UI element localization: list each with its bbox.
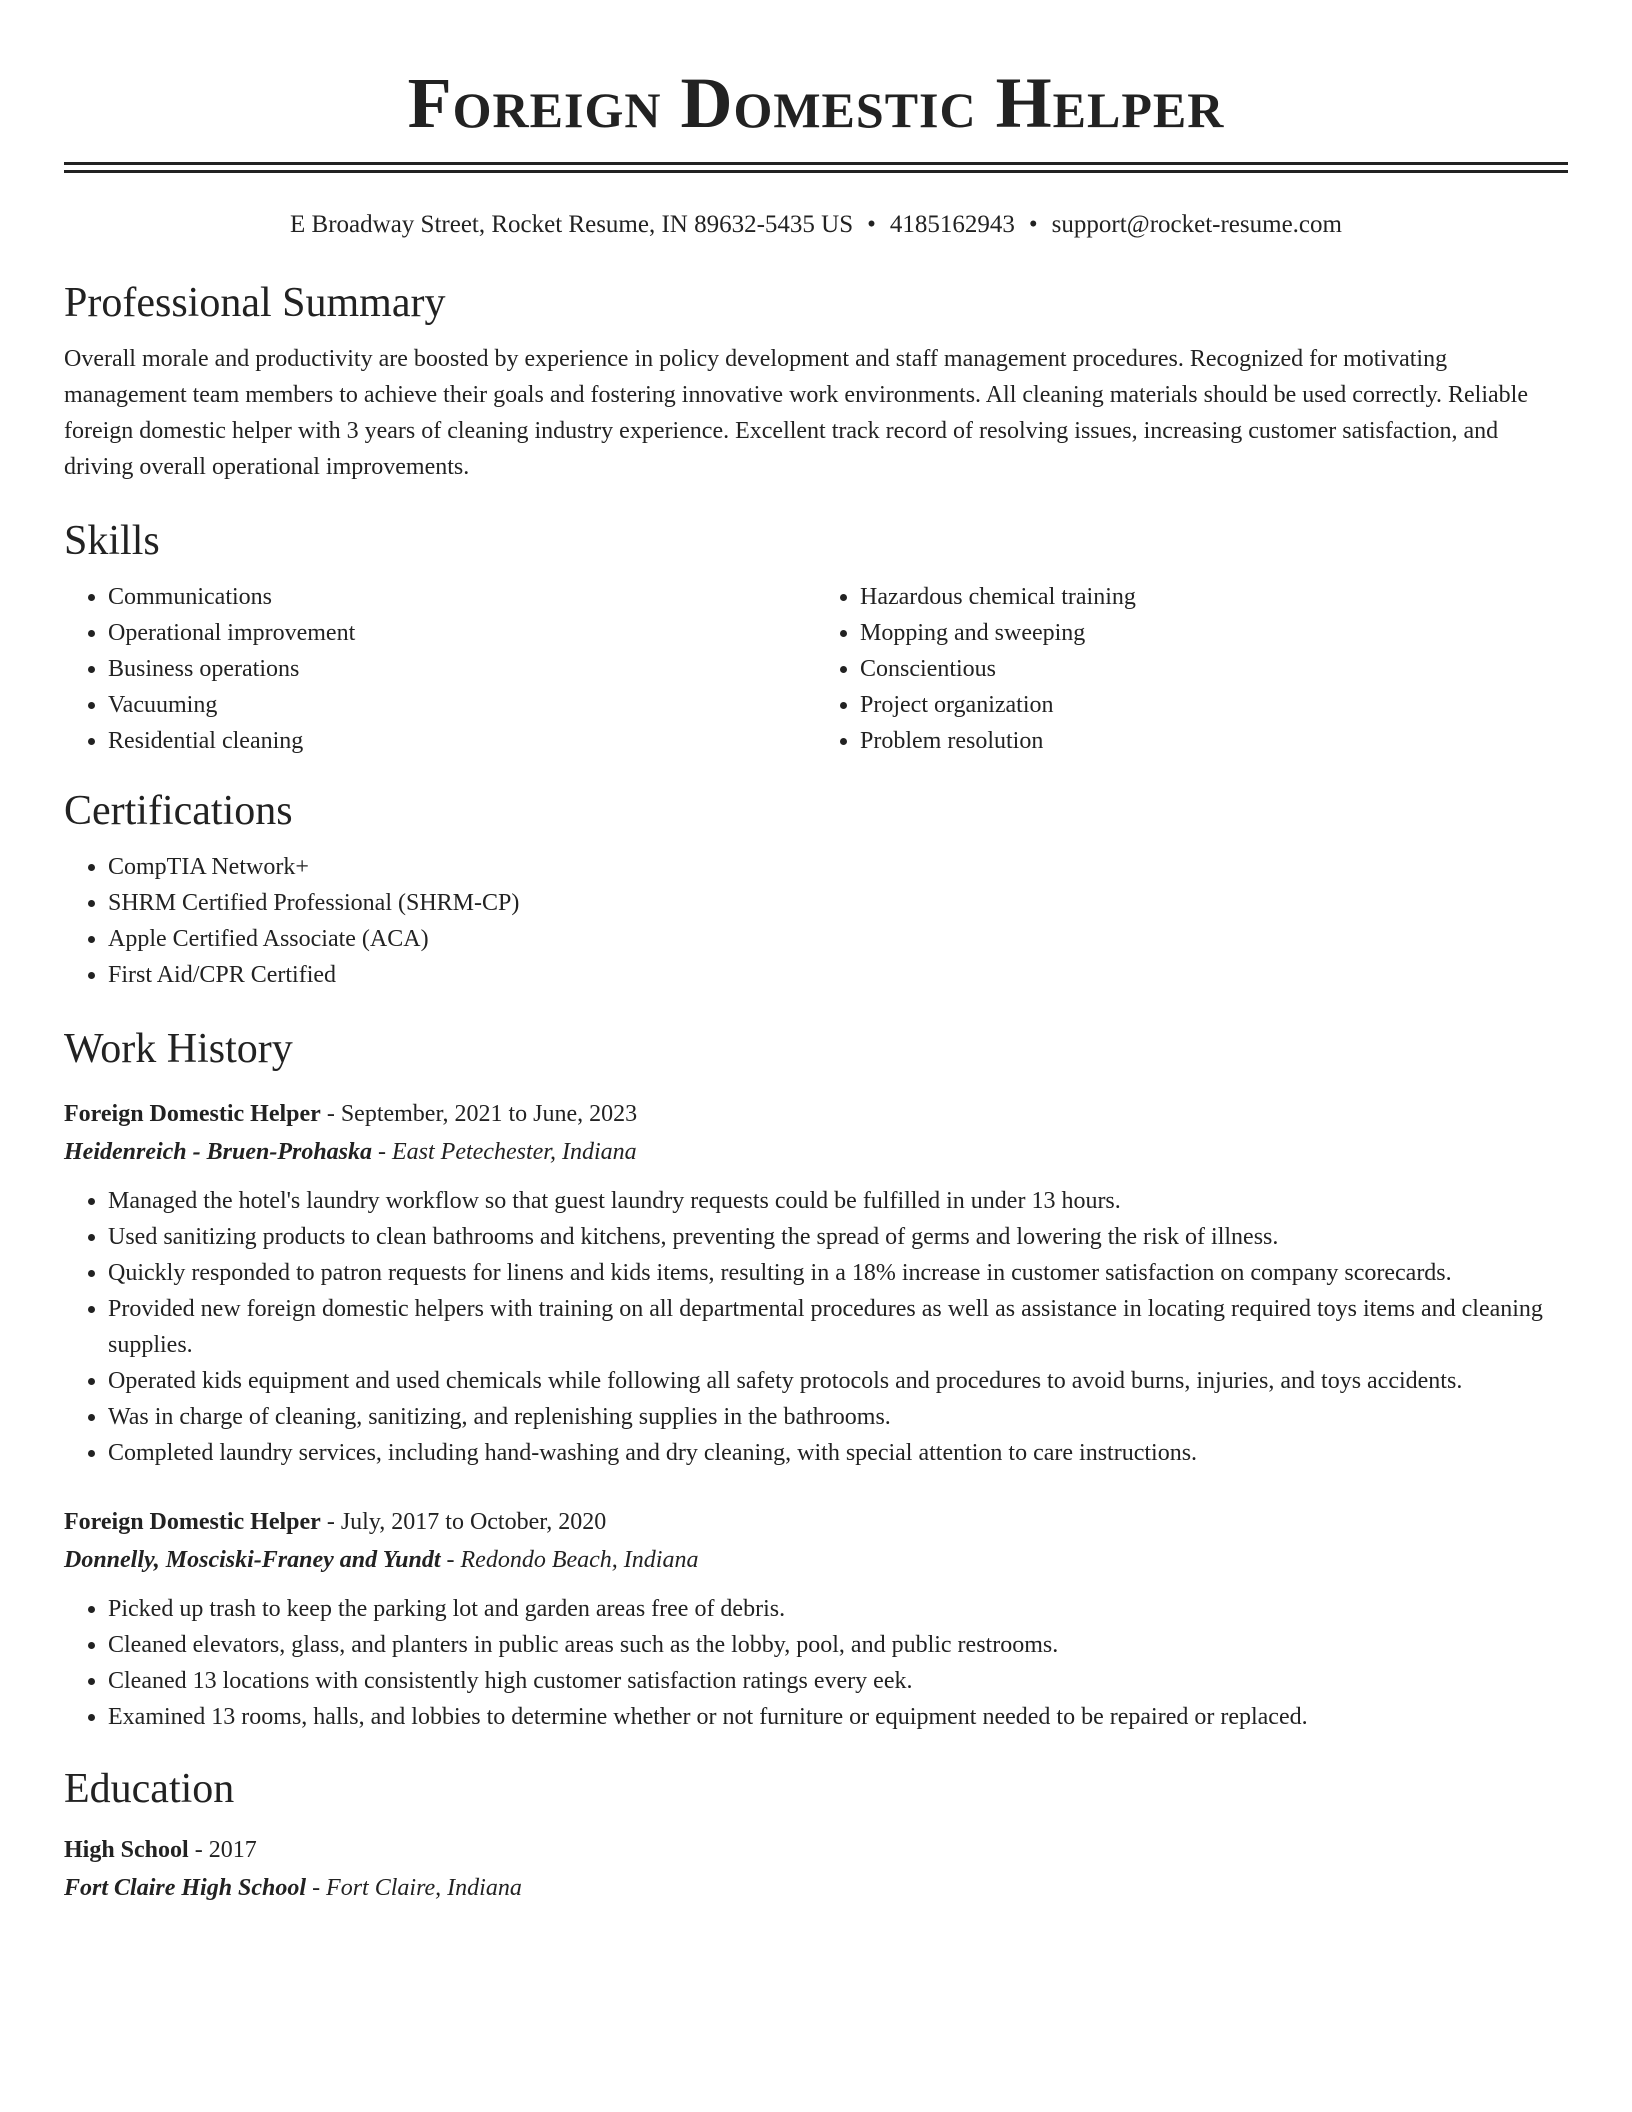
job-dates: - September, 2021 to June, 2023 bbox=[320, 1101, 638, 1127]
job-bullet: • Picked up trash to keep the parking lot and garden areas free of debris. bbox=[108, 1591, 1568, 1627]
certification-item: • CompTIA Network+ bbox=[108, 849, 1568, 885]
job-bullets bbox=[64, 1591, 1568, 1735]
resume-page bbox=[64, 0, 1568, 1907]
job-entry bbox=[64, 1503, 1568, 1735]
section-heading-certifications: Certifications bbox=[64, 788, 293, 834]
job-bullet: • Examined 13 rooms, halls, and lobbies to determine whether or not furniture or equipment needed to be repaired or replaced. bbox=[108, 1699, 1568, 1735]
contact-email[interactable]: support@rocket-resume.com bbox=[1051, 211, 1342, 238]
education-degree: High School bbox=[64, 1837, 189, 1863]
skill-item: • Project organization bbox=[860, 687, 1568, 723]
contact-phone: 4185162943 bbox=[889, 211, 1015, 238]
job-title: Foreign Domestic Helper bbox=[64, 1101, 321, 1127]
job-company: Donnelly, Mosciski-Franey and Yundt bbox=[64, 1547, 441, 1573]
job-company-line bbox=[64, 1541, 1568, 1579]
skill-item: • Business operations bbox=[108, 651, 816, 687]
job-bullet: • Cleaned elevators, glass, and planters in public areas such as the lobby, pool, and public restrooms. bbox=[108, 1627, 1568, 1663]
certification-item: • SHRM Certified Professional (SHRM-CP) bbox=[108, 885, 1568, 921]
job-bullets bbox=[64, 1183, 1568, 1471]
education-school-line bbox=[64, 1869, 1568, 1907]
job-company-line bbox=[64, 1133, 1568, 1171]
job-header bbox=[64, 1095, 1568, 1133]
education-year: - 2017 bbox=[188, 1837, 257, 1863]
skill-item: • Conscientious bbox=[860, 651, 1568, 687]
contact-address: E Broadway Street, Rocket Resume, IN 89632-5435 US bbox=[290, 211, 854, 238]
header-divider bbox=[64, 162, 1568, 173]
education-entry bbox=[64, 1831, 1568, 1907]
section-heading-skills: Skills bbox=[64, 518, 160, 564]
job-company: Heidenreich - Bruen-Prohaska bbox=[64, 1139, 373, 1165]
job-bullet: • Quickly responded to patron requests for linens and kids items, resulting in a 18% increase in customer satisfaction on company scorecards. bbox=[108, 1255, 1568, 1291]
job-bullet: • Provided new foreign domestic helpers with training on all departmental procedures as well as assistance in locating required toys items and cleaning supplies. bbox=[108, 1291, 1568, 1363]
job-dates: - July, 2017 to October, 2020 bbox=[320, 1509, 607, 1535]
contact-separator: • bbox=[1028, 211, 1038, 238]
job-header bbox=[64, 1503, 1568, 1541]
skill-item: • Operational improvement bbox=[108, 615, 816, 651]
certification-item: • First Aid/CPR Certified bbox=[108, 957, 1568, 993]
contact-separator: • bbox=[867, 211, 876, 238]
job-bullet: • Managed the hotel's laundry workflow so that guest laundry requests could be fulfilled in under 13 hours. bbox=[108, 1183, 1568, 1219]
job-bullet: • Cleaned 13 locations with consistently high customer satisfaction ratings every eek. bbox=[108, 1663, 1568, 1699]
section-heading-education: Education bbox=[64, 1766, 235, 1812]
education-header bbox=[64, 1831, 1568, 1869]
job-bullet: • Operated kids equipment and used chemicals while following all safety protocols and procedures to avoid burns, injuries, and toys accidents. bbox=[108, 1363, 1568, 1399]
skills-columns bbox=[64, 579, 1568, 759]
job-location: - East Petechester, Indiana bbox=[372, 1139, 637, 1165]
skill-item: • Mopping and sweeping bbox=[860, 615, 1568, 651]
section-heading-work-history: Work History bbox=[64, 1026, 293, 1072]
certification-item: • Apple Certified Associate (ACA) bbox=[108, 921, 1568, 957]
skill-item: • Problem resolution bbox=[860, 723, 1568, 759]
section-heading-summary: Professional Summary bbox=[64, 280, 446, 326]
skills-list-right bbox=[816, 579, 1568, 759]
job-location: - Redondo Beach, Indiana bbox=[440, 1547, 699, 1573]
summary-text: Overall morale and productivity are boosted by experience in policy development and staff management procedures. Recognized for motivating management team members to achieve their goals and fostering innovative work environments. All cleaning materials should be used correctly. Reliable foreign domestic helper with 3 years of cleaning industry experience. Excellent track record of resolving issues, increasing customer satisfaction, and driving overall operational improvements. bbox=[64, 346, 1528, 480]
education-school: Fort Claire High School bbox=[64, 1875, 307, 1901]
skill-item: • Hazardous chemical training bbox=[860, 579, 1568, 615]
skill-item: • Vacuuming bbox=[108, 687, 816, 723]
skills-list-left bbox=[64, 579, 816, 759]
skill-item: • Residential cleaning bbox=[108, 723, 816, 759]
job-entry bbox=[64, 1095, 1568, 1471]
job-bullet: • Used sanitizing products to clean bathrooms and kitchens, preventing the spread of germs and lowering the risk of illness. bbox=[108, 1219, 1568, 1255]
job-bullet: • Completed laundry services, including hand-washing and dry cleaning, with special attention to care instructions. bbox=[108, 1435, 1568, 1471]
job-bullet: • Was in charge of cleaning, sanitizing, and replenishing supplies in the bathrooms. bbox=[108, 1399, 1568, 1435]
contact-line bbox=[64, 207, 1568, 243]
education-location: - Fort Claire, Indiana bbox=[306, 1875, 522, 1901]
skill-item: • Communications bbox=[108, 579, 816, 615]
certifications-list bbox=[64, 849, 1568, 993]
job-title: Foreign Domestic Helper bbox=[64, 1509, 321, 1535]
candidate-name: Foreign Domestic Helper bbox=[407, 63, 1225, 143]
